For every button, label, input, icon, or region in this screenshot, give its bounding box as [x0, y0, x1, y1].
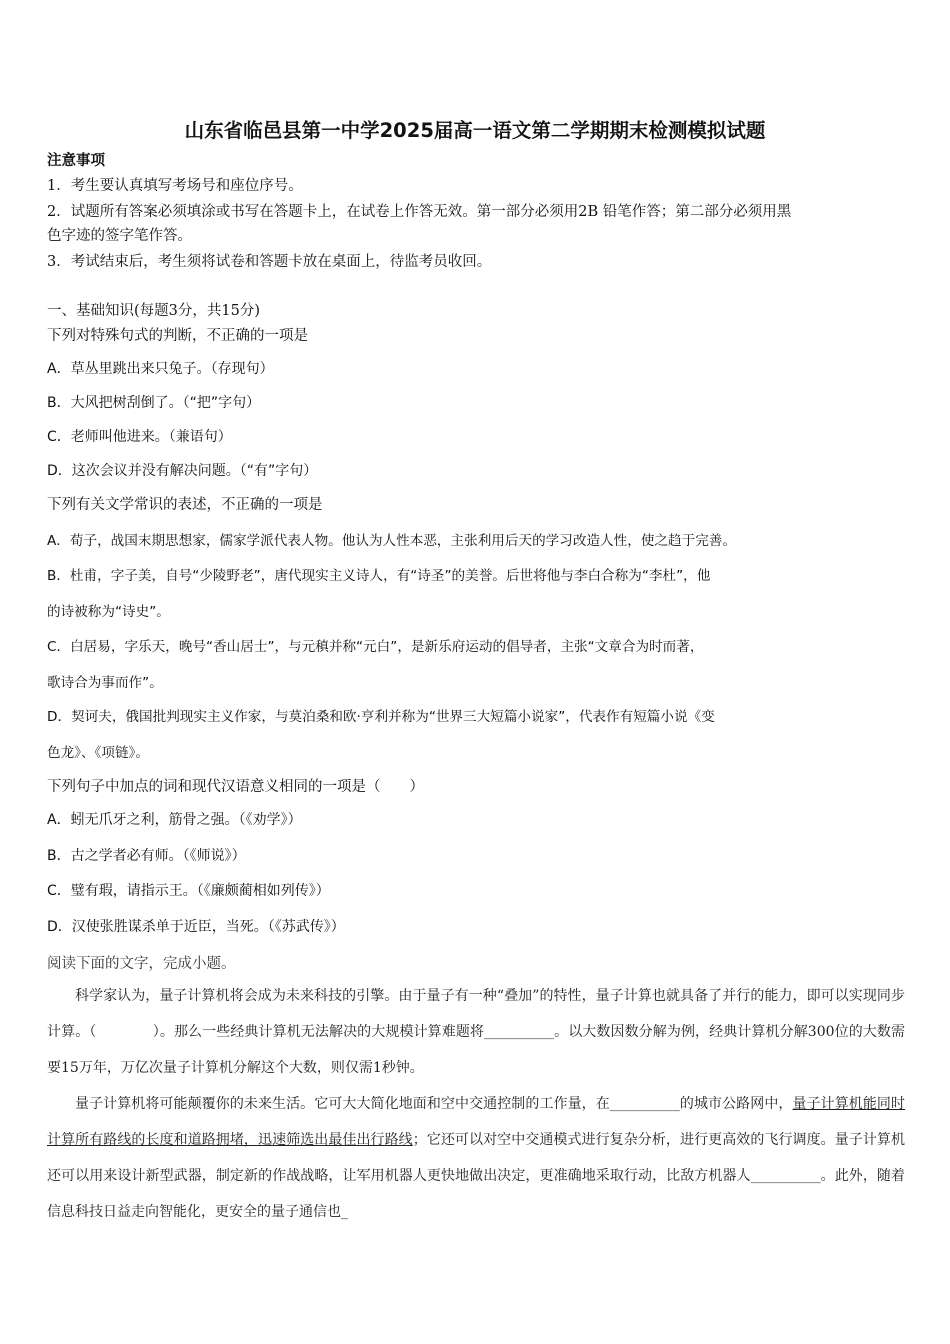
question-option: B．大风把树刮倒了。（“把”字句） [47, 395, 261, 411]
notice-item: 3．考试结束后，考生须将试卷和答题卡放在桌面上，待监考员收回。 [47, 254, 492, 270]
reading-passage [47, 978, 905, 1230]
page-title: 山东省临邑县第一中学2025届高一语文第二学期期末检测模拟试题 [184, 119, 766, 142]
question-option: A．蚓无爪牙之利，筋骨之强。（《劝学》） [47, 812, 302, 828]
question-stem: 下列有关文学常识的表述，不正确的一项是 [47, 497, 323, 513]
question-option: B．古之学者必有师。（《师说》） [47, 848, 246, 864]
question-option-cont: 色龙》、《项链》。 [47, 745, 149, 761]
reading-intro: 阅读下面的文字，完成小题。 [47, 956, 236, 972]
passage-paragraph: 科学家认为，量子计算机将会成为未来科技的引擎。由于量子有一种“叠加”的特性，量子计算也就具备了并行的能力，即可以实现同步计算。（ ）。那么一些经典计算机无法解决的大规模计算难题将__________。以大数因数分解为例，经典计算机分解300位的大数需要15万年，万亿次量子计算机分解这个大数，则仅需1秒钟。 [47, 988, 905, 1076]
question-option: B．杜甫，字子美，自号“少陵野老”，唐代现实主义诗人，有“诗圣”的美誉。后世将他与李白合称为“李杜”，他 [47, 568, 711, 584]
question-stem: 下列对特殊句式的判断，不正确的一项是 [47, 328, 308, 344]
underlined-sentence: 量子计算机能同时计算所有路线的长度和道路拥堵，迅速筛选出最佳出行路线 [47, 1096, 906, 1148]
notice-item: 2．试题所有答案必须填涂或书写在答题卡上，在试卷上作答无效。第一部分必须用2B 铅笔作答；第二部分必须用黑 [47, 204, 792, 220]
question-option: D．契诃夫，俄国批判现实主义作家，与莫泊桑和欧·亨利并称为“世界三大短篇小说家”，代表作有短篇小说《变 [47, 709, 715, 725]
passage-paragraph [47, 1086, 905, 1230]
question-option: C．老师叫他进来。（兼语句） [47, 429, 232, 445]
question-option-cont: 的诗被称为“诗史”。 [47, 604, 170, 620]
question-option: A．草丛里跳出来只兔子。（存现句） [47, 361, 274, 377]
passage-text: 量子计算机将可能颠覆你的未来生活。它可大大简化地面和空中交通控制的工作量，在__________的城市公路网中， [75, 1096, 793, 1112]
question-option: C．白居易，字乐天，晚号“香山居士”，与元稹并称“元白”，是新乐府运动的倡导者，主张“文章合为时而著， [47, 639, 704, 655]
notice-item: 1．考生要认真填写考场号和座位序号。 [47, 178, 303, 194]
passage-text: ；它还可以对空中交通模式进行复杂分析，进行更高效的飞行调度。量子计算机还可以用来设计新型武器，制定新的作战战略，让军用机器人更快地做出决定，更准确地采取行动，比敌方机器人__________。此外，随着信息科技日益走向智能化，更安全的量子通信也_ [47, 1132, 905, 1220]
question-option: A．荀子，战国末期思想家，儒家学派代表人物。他认为人性本恶，主张利用后天的学习改造人性，使之趋于完善。 [47, 533, 736, 549]
question-option: C．璧有瑕，请指示王。（《廉颇蔺相如列传》） [47, 883, 330, 899]
question-option: D．这次会议并没有解决问题。（“有”字句） [47, 463, 318, 479]
notice-item: 色字迹的签字笔作答。 [47, 228, 192, 244]
question-option-cont: 歌诗合为事而作”。 [47, 675, 163, 691]
question-stem: 下列句子中加点的词和现代汉语意义相同的一项是（ ） [47, 779, 424, 795]
section-heading: 一、基础知识(每题3分，共15分) [47, 303, 260, 319]
question-option: D．汉使张胜谋杀单于近臣，当死。（《苏武传》） [47, 919, 345, 935]
notice-heading: 注意事项 [47, 152, 105, 169]
